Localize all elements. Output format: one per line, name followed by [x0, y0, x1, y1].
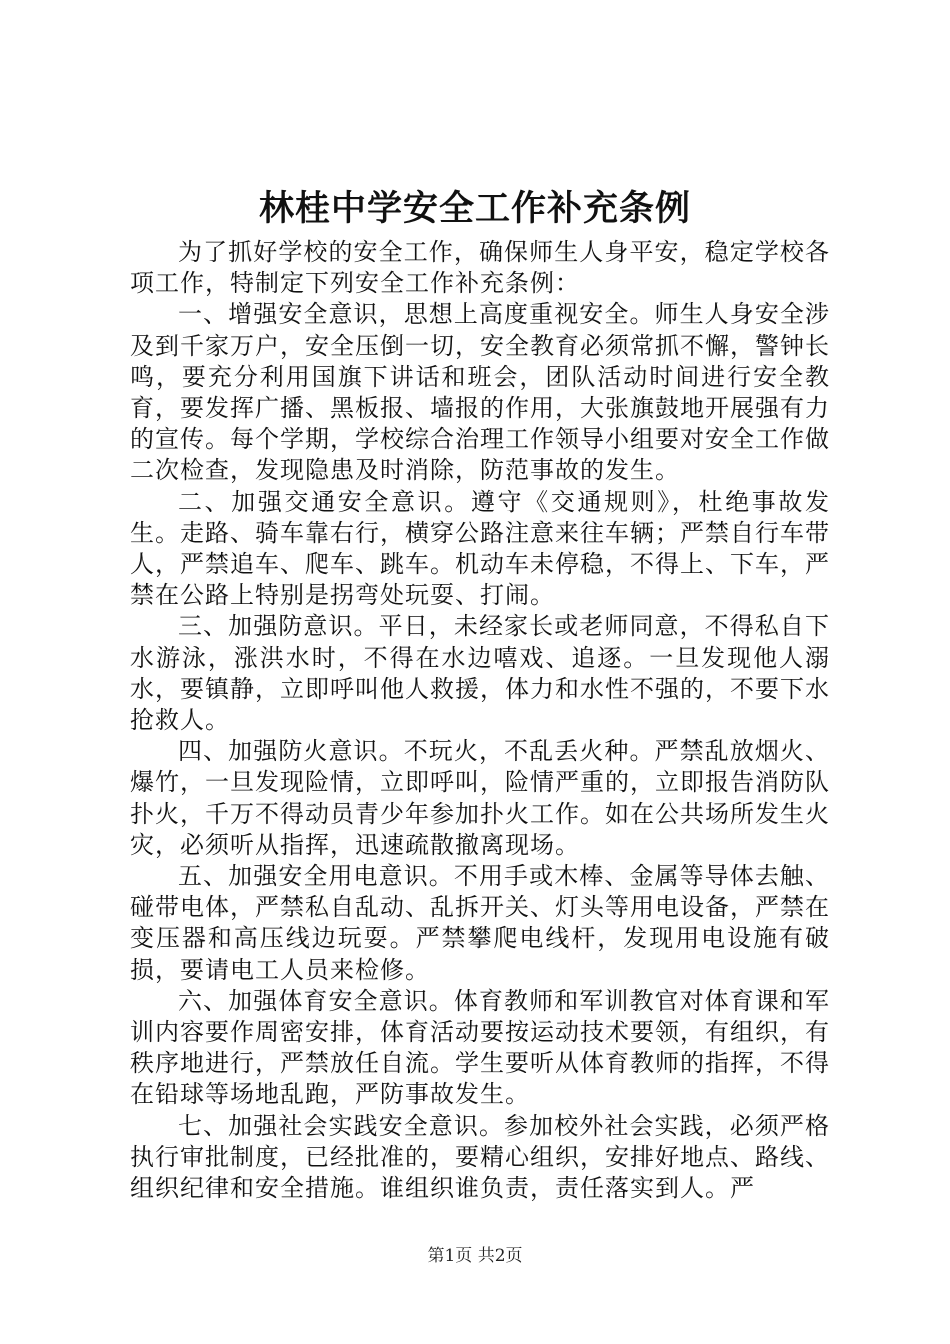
paragraph-item-6: 六、加强体育安全意识。体育教师和军训教官对体育课和军训内容要作周密安排，体育活动要按运动技术要领，有组织，有秩序地进行，严禁放任自流。学生要听从体育教师的指挥，不得在铅球等场地乱跑，严防事故发生。	[130, 986, 830, 1109]
page-number-footer: 第1页 共2页	[427, 1246, 523, 1266]
paragraph-item-5: 五、加强安全用电意识。不用手或木棒、金属等导体去触、碰带电体，严禁私自乱动、乱拆开关、灯头等用电设备，严禁在变压器和高压线边玩耍。严禁攀爬电线杆，发现用电设施有破损，要请电工人员来检修。	[130, 862, 830, 984]
paragraph-item-1: 一、增强安全意识，思想上高度重视安全。师生人身安全涉及到千家万户，安全压倒一切，安全教育必须常抓不懈，警钟长鸣，要充分利用国旗下讲话和班会，团队活动时间进行安全教育，要发挥广播、黑板报、墙报的作用，大张旗鼓地开展强有力的宣传。每个学期，学校综合治理工作领导小组要对安全工作做二次检查，发现隐患及时消除，防范事故的发生。	[130, 300, 830, 485]
paragraph-item-3: 三、加强防意识。平日，未经家长或老师同意，不得私自下水游泳，涨洪水时，不得在水边嘻戏、追逐。一旦发现他人溺水，要镇静，立即呼叫他人救援，体力和水性不强的，不要下水抢救人。	[130, 612, 830, 735]
paragraph-item-2: 二、加强交通安全意识。遵守《交通规则》，杜绝事故发生。走路、骑车靠右行，横穿公路注意来往车辆；严禁自行车带人，严禁追车、爬车、跳车。机动车未停稳，不得上、下车，严禁在公路上特别是拐弯处玩耍、打闹。	[130, 487, 830, 610]
document-title: 林桂中学安全工作补充条例	[258, 188, 691, 229]
paragraph-intro: 为了抓好学校的安全工作，确保师生人身平安，稳定学校各项工作，特制定下列安全工作补充条例：	[130, 238, 830, 298]
paragraph-item-7: 七、加强社会实践安全意识。参加校外社会实践，必须严格执行审批制度，已经批准的，要精心组织，安排好地点、路线、组织纪律和安全措施。谁组织谁负责，责任落实到人。严	[130, 1111, 830, 1203]
paragraph-item-4: 四、加强防火意识。不玩火，不乱丢火种。严禁乱放烟火、爆竹，一旦发现险情，立即呼叫，险情严重的，立即报告消防队扑火，千万不得动员青少年参加扑火工作。如在公共场所发生火灾，必须听从指挥，迅速疏散撤离现场。	[130, 737, 830, 859]
document-body	[130, 237, 830, 1204]
